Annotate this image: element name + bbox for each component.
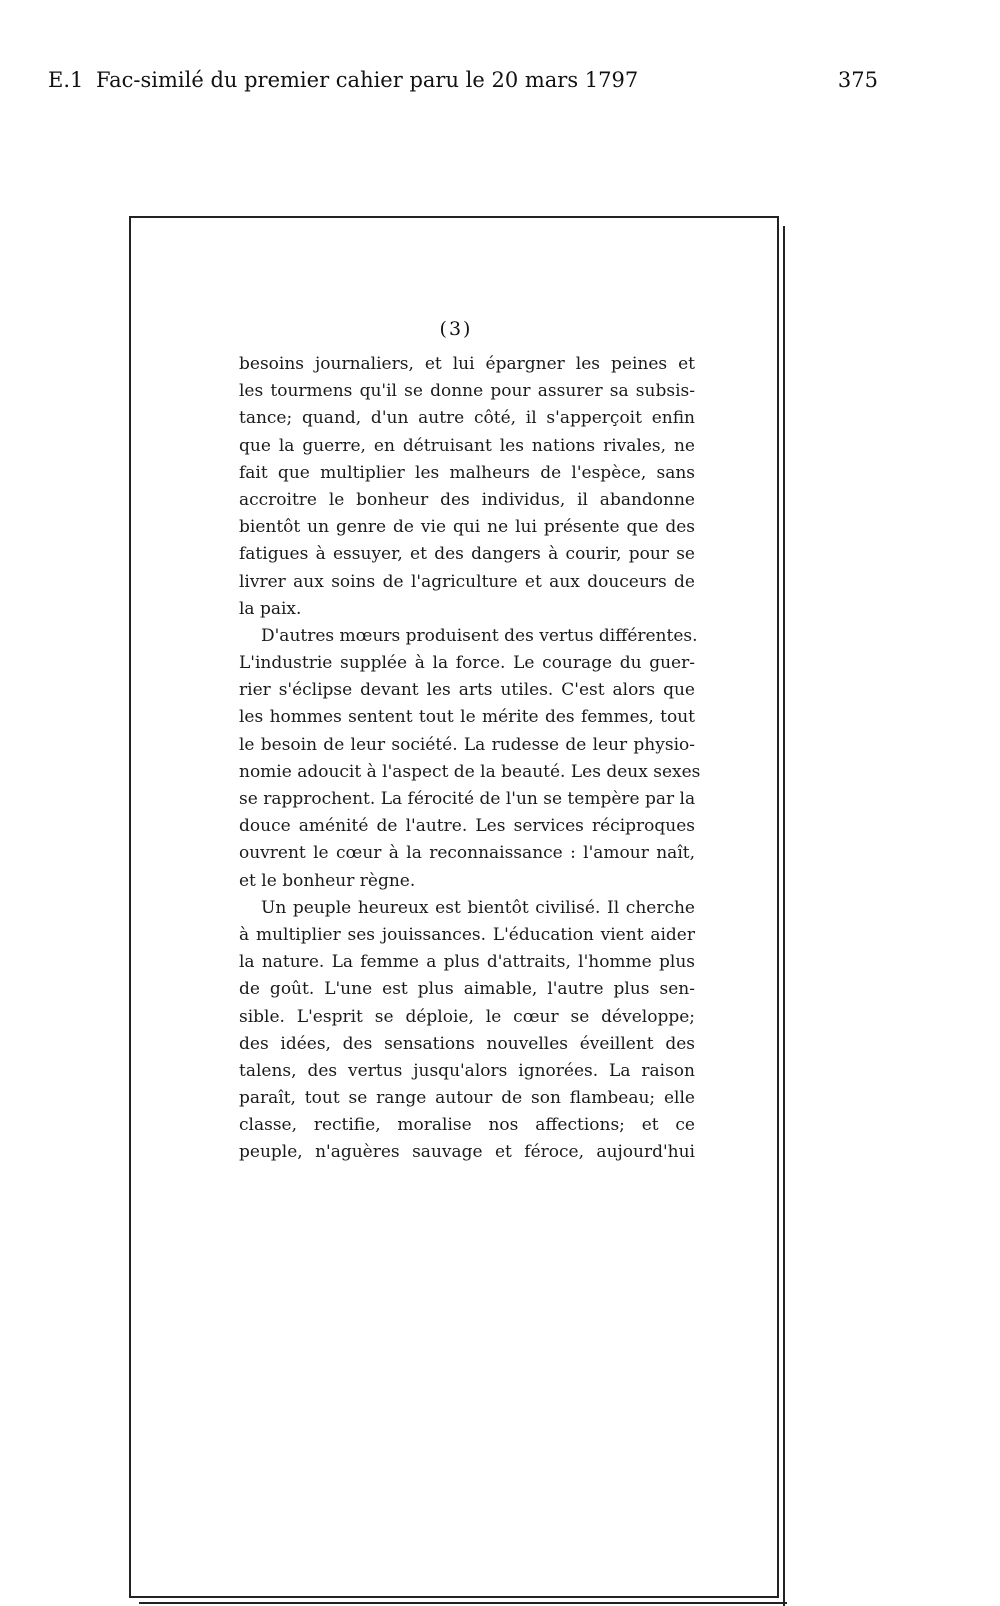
running-head (48, 62, 878, 98)
text-line: classe, rectifie, moralise nos affections; et ce (239, 1115, 695, 1136)
section-number: E.1 (48, 68, 84, 92)
facsimile-text (239, 351, 701, 1167)
text-line: D'autres mœurs produisent des vertus différentes. (261, 625, 698, 646)
text-line: que la guerre, en détruisant les nations rivales, ne (239, 435, 695, 456)
text-line: Un peuple heureux est bientôt civilisé. Il cherche (261, 897, 695, 918)
text-line: livrer aux soins de l'agriculture et aux douceurs de (239, 571, 695, 592)
text-line: ouvrent le cœur à la reconnaissance : l'amour naît, (239, 843, 695, 864)
text-line: la paix. (239, 598, 302, 619)
text-line: nomie adoucit à l'aspect de la beauté. Les deux sexes (239, 761, 701, 782)
text-line: tance; quand, d'un autre côté, il s'apperçoit enfin (239, 408, 695, 429)
text-line: accroitre le bonheur des individus, il abandonne (239, 489, 695, 510)
text-line: besoins journaliers, et lui épargner les peines et (239, 354, 695, 374)
text-line: L'industrie supplée à la force. Le courage du guer- (239, 653, 695, 674)
paragraph-1 (239, 351, 695, 623)
text-line: de goût. L'une est plus aimable, l'autre plus sen- (239, 979, 695, 1000)
text-line: rier s'éclipse devant les arts utiles. C'est alors que (239, 680, 695, 701)
text-line: fait que multiplier les malheurs de l'espèce, sans (239, 462, 695, 483)
frame-shadow-bottom (139, 1596, 787, 1604)
text-line: des idées, des sensations nouvelles éveillent des (239, 1033, 695, 1054)
text-line: la nature. La femme a plus d'attraits, l'homme plus (239, 952, 695, 973)
text-line: à multiplier ses jouissances. L'éducation vient aider (239, 924, 695, 945)
paragraph-3 (239, 895, 695, 1167)
text-line: le besoin de leur société. La rudesse de leur physio- (239, 734, 695, 755)
running-head-title: Fac-similé du premier cahier paru le 20 mars 1797 (96, 68, 639, 92)
facsimile-page-number: (3) (439, 318, 473, 340)
frame-shadow-right (777, 226, 785, 1606)
text-line: et le bonheur règne. (239, 870, 416, 891)
text-line: talens, des vertus jusqu'alors ignorées. La raison (239, 1060, 695, 1081)
facsimile-frame (129, 216, 779, 1598)
text-line: fatigues à essuyer, et des dangers à courir, pour se (239, 544, 695, 565)
text-line: peuple, n'aguères sauvage et féroce, aujourd'hui (239, 1142, 695, 1163)
page-folio: 375 (837, 68, 878, 92)
text-line: bientôt un genre de vie qui ne lui présente que des (239, 517, 695, 538)
text-line: paraît, tout se range autour de son flambeau; elle (239, 1088, 695, 1109)
text-line: les tourmens qu'il se donne pour assurer sa subsis- (239, 381, 695, 402)
text-line: les hommes sentent tout le mérite des femmes, tout (239, 707, 695, 728)
text-line: se rapprochent. La férocité de l'un se tempère par la (239, 789, 696, 809)
text-line: douce aménité de l'autre. Les services réciproques (239, 816, 695, 837)
paragraph-2 (239, 623, 701, 895)
text-line: sible. L'esprit se déploie, le cœur se développe; (239, 1006, 695, 1027)
